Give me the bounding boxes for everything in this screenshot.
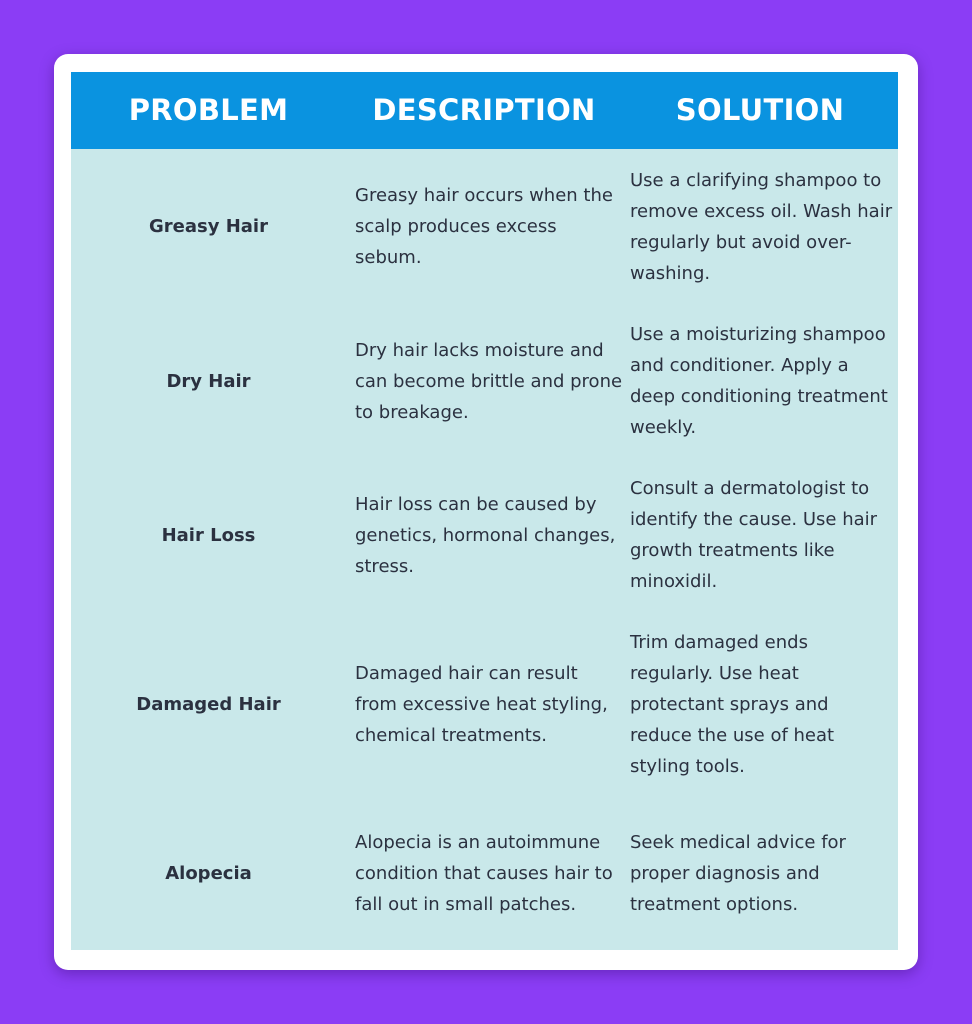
problem-cell: Hair Loss: [161, 524, 256, 546]
description-text: Dry hair lacks moisture and can become brittle and prone to breakage.: [355, 339, 623, 423]
description-cell: [355, 458, 623, 612]
description-text: Damaged hair can result from excessive heat styling, chemical treatments.: [355, 663, 608, 746]
table-header: [71, 72, 898, 149]
header-description: DESCRIPTION: [372, 93, 596, 127]
table-row-alopecia: [71, 797, 898, 950]
description-cell: [355, 612, 623, 797]
solution-cell: [630, 149, 894, 304]
description-text: Alopecia is an autoimmune condition that causes hair to fall out in small patches.: [355, 832, 613, 915]
description-cell: [355, 149, 623, 304]
problem-cell: Greasy Hair: [149, 216, 268, 237]
header-problem: PROBLEM: [128, 93, 289, 127]
solution-cell: [630, 797, 894, 950]
description-text: Hair loss can be caused by genetics, hormonal changes, stress.: [355, 493, 616, 577]
solution-text: Use a clarifying shampoo to remove excess oil. Wash hair regularly but avoid over-washing.: [630, 169, 893, 284]
table-row-hair-loss: [71, 458, 898, 612]
problem-cell: Damaged Hair: [136, 694, 281, 715]
solution-text: Seek medical advice for proper diagnosis and treatment options.: [630, 832, 846, 915]
solution-text: Trim damaged ends regularly. Use heat protectant sprays and reduce the use of heat styling tools.: [630, 632, 835, 777]
solution-cell: [630, 458, 894, 612]
description-text: Greasy hair occurs when the scalp produces excess sebum.: [355, 185, 613, 268]
header-solution: SOLUTION: [675, 93, 845, 127]
solution-text: Use a moisturizing shampoo and conditioner. Apply a deep conditioning treatment weekly.: [630, 324, 888, 438]
description-cell: [355, 797, 623, 950]
hair-problems-table: [71, 72, 898, 950]
problem-cell: Dry Hair: [166, 370, 251, 392]
table-card: [54, 54, 918, 970]
solution-text: Consult a dermatologist to identify the cause. Use hair growth treatments like minoxidil.: [630, 478, 878, 592]
solution-cell: [630, 304, 894, 458]
table-row-greasy-hair: [71, 149, 898, 304]
table-row-damaged-hair: [71, 612, 898, 797]
problem-cell: Alopecia: [165, 863, 252, 884]
table-row-dry-hair: [71, 304, 898, 458]
description-cell: [355, 304, 623, 458]
solution-cell: [630, 612, 894, 797]
